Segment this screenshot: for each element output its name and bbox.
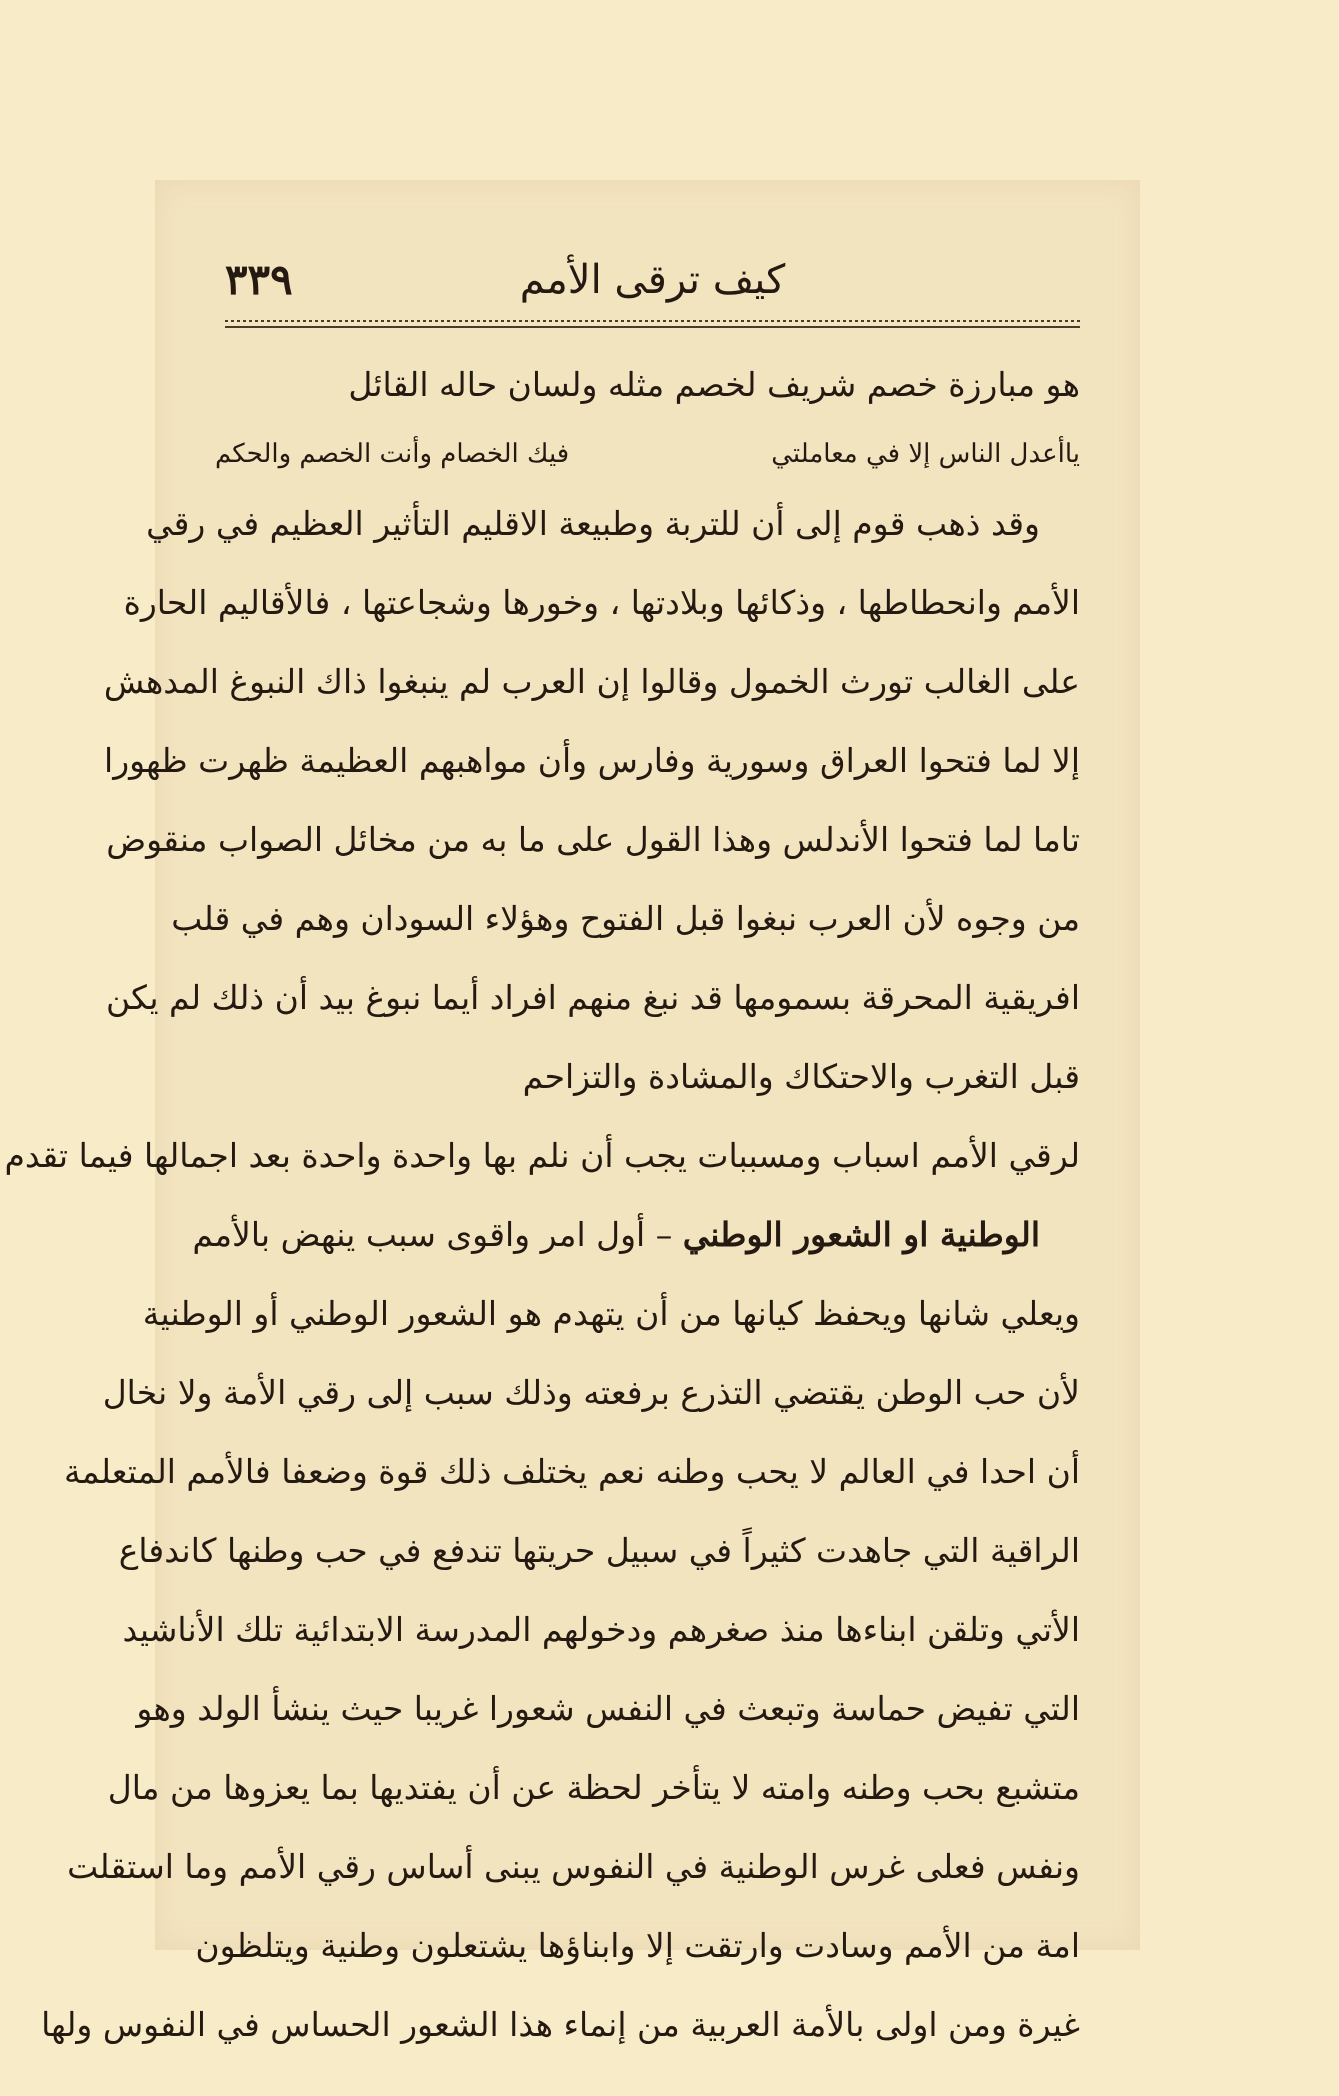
- text-line: الراقية التي جاهدت كثيراً في سبيل حريتها تندفع في حب وطنها كاندفاع: [118, 1531, 1080, 1570]
- text-line: ونفس فعلى غرس الوطنية في النفوس يبنى أساس رقي الأمم وما استقلت: [67, 1847, 1080, 1886]
- page-body: [4, 345, 1080, 2064]
- verse-first-hemistich: ياأعدل الناس إلا في معاملتي: [771, 439, 1080, 469]
- page-number: ٣٣٩: [225, 255, 293, 304]
- text-line: افريقية المحرقة بسمومها قد نبغ منهم افراد أيما نبوغ بيد أن ذلك لم يكن: [106, 978, 1080, 1017]
- text-line: إلا لما فتحوا العراق وسورية وفارس وأن مواهبهم العظيمة ظهرت ظهورا: [104, 741, 1080, 780]
- header-rule: [225, 320, 1080, 328]
- section-heading-continuation: – أول امر واقوى سبب ينهض بالأمم: [192, 1215, 673, 1254]
- text-line: غيرة ومن اولى بالأمة العربية من إنماء هذا الشعور الحساس في النفوس ولها: [41, 2005, 1080, 2044]
- text-line: متشبع بحب وطنه وامته لا يتأخر لحظة عن أن يفتديها بما يعزوها من مال: [107, 1768, 1080, 1807]
- text-line: أن احدا في العالم لا يحب وطنه نعم يختلف ذلك قوة وضعفا فالأمم المتعلمة: [64, 1452, 1080, 1491]
- text-line: وقد ذهب قوم إلى أن للتربة وطبيعة الاقليم التأثير العظيم في رقي: [146, 504, 1040, 543]
- text-line: تاما لما فتحوا الأندلس وهذا القول على ما به من مخائل الصواب منقوض: [106, 820, 1080, 859]
- text-line: الأمم وانحطاطها ، وذكائها وبلادتها ، وخورها وشجاعتها ، فالأقاليم الحارة: [123, 583, 1080, 622]
- text-line: ويعلي شانها ويحفظ كيانها من أن يتهدم هو الشعور الوطني أو الوطنية: [142, 1294, 1080, 1333]
- text-line: هو مبارزة خصم شريف لخصم مثله ولسان حاله القائل: [348, 365, 1080, 404]
- page-header: [225, 250, 1080, 310]
- running-title: كيف ترقى الأمم: [519, 257, 786, 303]
- book-page: [4, 180, 1140, 2044]
- text-line: التي تفيض حماسة وتبعث في النفس شعورا غريبا حيث ينشأ الولد وهو: [136, 1689, 1080, 1728]
- text-line: قبل التغرب والاحتكاك والمشادة والتزاحم: [522, 1057, 1080, 1096]
- text-line: الأتي وتلقن ابناءها منذ صغرهم ودخولهم المدرسة الابتدائية تلك الأناشيد: [122, 1610, 1080, 1649]
- text-line: لرقي الأمم اسباب ومسببات يجب أن نلم بها واحدة واحدة بعد اجمالها فيما تقدم: [4, 1136, 1080, 1175]
- text-line: امة من الأمم وسادت وارتقت إلا وابناؤها يشتعلون وطنية ويتلظون: [195, 1926, 1080, 1965]
- verse-second-hemistich: فيك الخصام وأنت الخصم والحكم: [215, 439, 570, 469]
- text-line: على الغالب تورث الخمول وقالوا إن العرب لم ينبغوا ذاك النبوغ المدهش: [103, 662, 1080, 701]
- section-heading-line: [192, 1195, 1080, 1274]
- section-heading: الوطنية او الشعور الوطني: [682, 1215, 1040, 1254]
- text-line: من وجوه لأن العرب نبغوا قبل الفتوح وهؤلاء السودان وهم في قلب: [171, 899, 1080, 938]
- text-line: لأن حب الوطن يقتضي التذرع برفعته وذلك سبب إلى رقي الأمة ولا نخال: [102, 1373, 1080, 1412]
- verse-line: [215, 424, 1080, 484]
